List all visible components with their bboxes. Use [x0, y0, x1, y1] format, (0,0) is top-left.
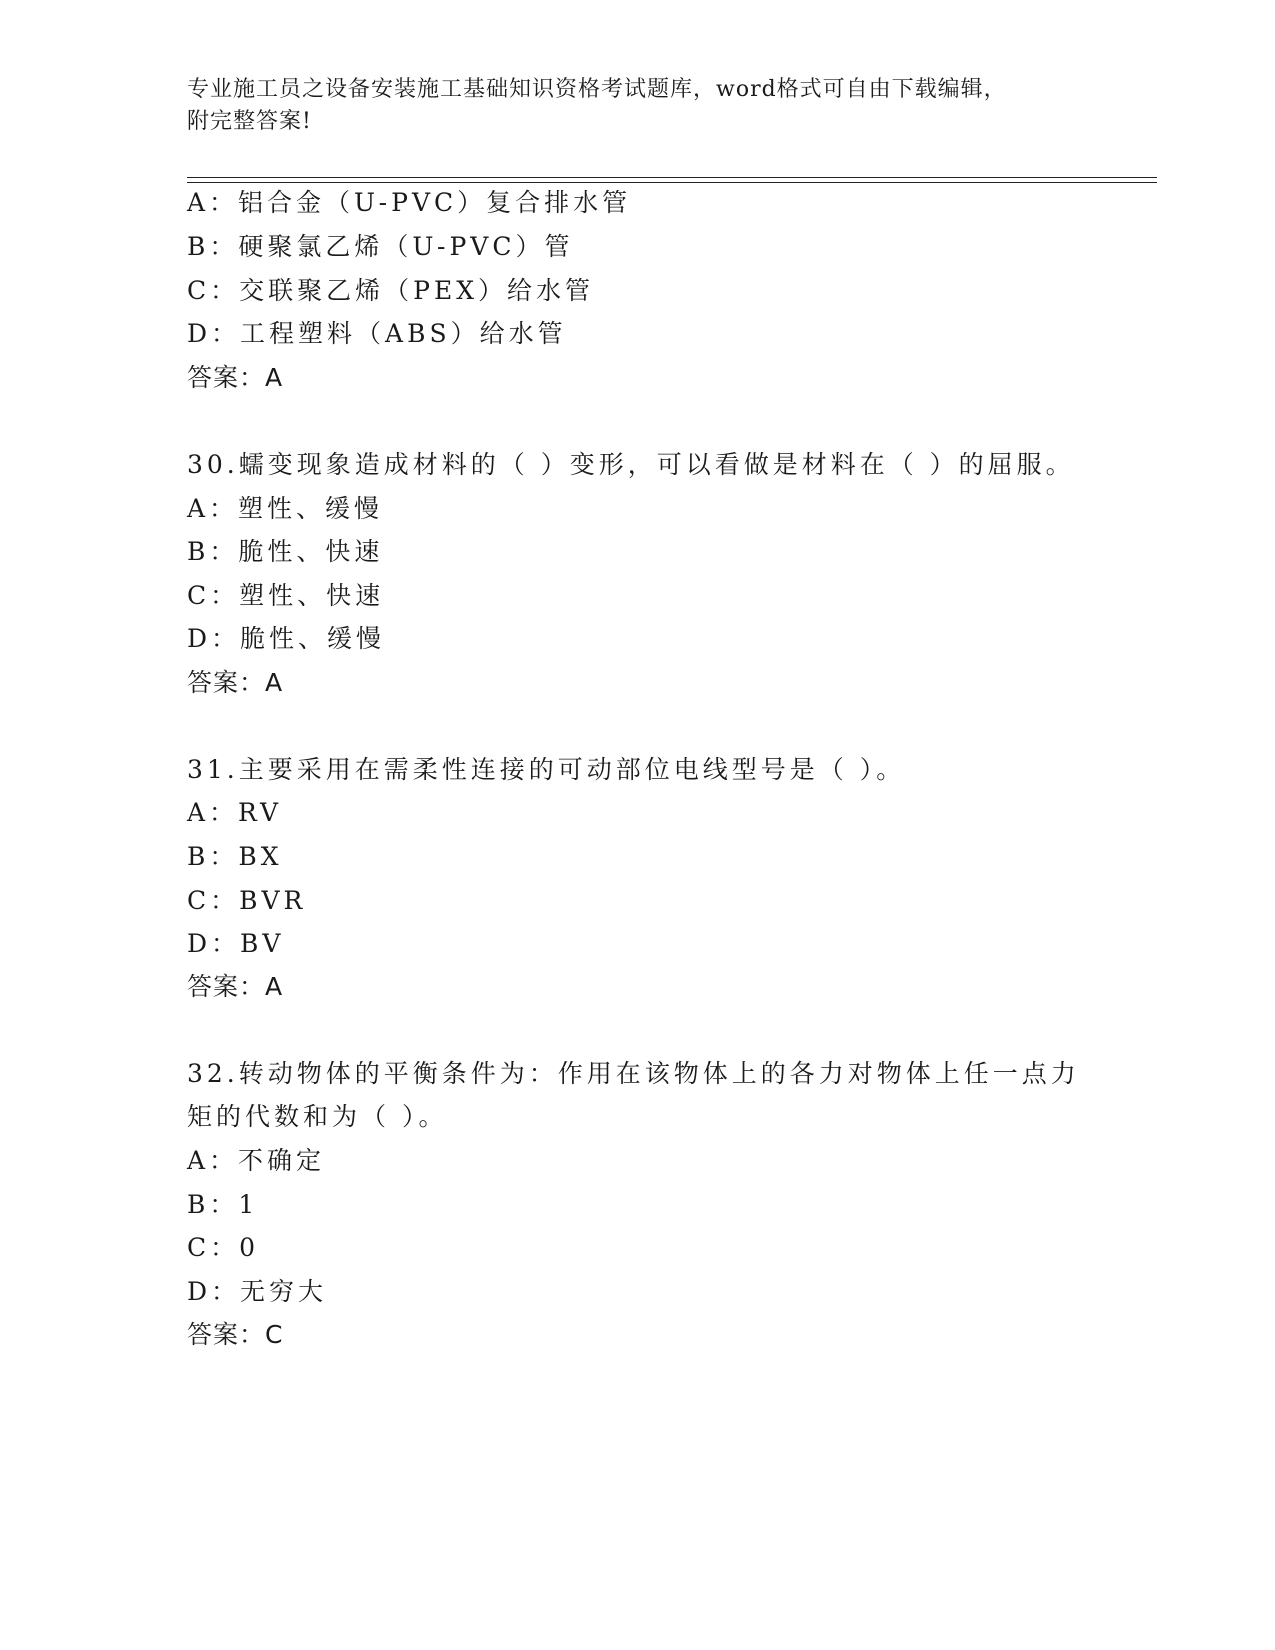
q29-answer: 答案：A: [187, 363, 284, 392]
q30-option-b: B：脆性、快速: [187, 537, 384, 566]
document-header: [187, 74, 1087, 138]
header-divider-top: [187, 177, 1157, 178]
q32-stem-line-1: 32.转动物体的平衡条件为：作用在该物体上的各力对物体上任一点力: [187, 1059, 1080, 1088]
q31-option-d: D：BV: [187, 929, 285, 958]
q30-option-a: A：塑性、缓慢: [187, 494, 384, 523]
q29-option-c: C：交联聚乙烯（PEX）给水管: [187, 276, 594, 305]
q31-answer: 答案：A: [187, 972, 284, 1001]
q32-option-a: A：不确定: [187, 1146, 326, 1175]
q31-option-a: A：RV: [187, 798, 283, 827]
q30-option-d: D：脆性、缓慢: [187, 624, 386, 653]
header-line-1: 专业施工员之设备安装施工基础知识资格考试题库，word格式可自由下载编辑，: [187, 77, 1007, 102]
q32-option-b: B：1: [187, 1190, 259, 1219]
q29-option-d: D：工程塑料（ABS）给水管: [187, 319, 567, 348]
q31-option-c: C：BVR: [187, 886, 307, 915]
header-line-2: 附完整答案!: [187, 109, 312, 134]
q30-stem: 30.蠕变现象造成材料的（ ）变形，可以看做是材料在（ ）的屈服。: [187, 450, 1075, 479]
q32-answer: 答案：C: [187, 1320, 284, 1349]
q32-option-c: C：0: [187, 1233, 260, 1262]
q29-option-a: A：铝合金（U-PVC）复合排水管: [187, 188, 632, 217]
q29-option-b: B：硬聚氯乙烯（U-PVC）管: [187, 232, 574, 261]
q30-answer: 答案：A: [187, 668, 284, 697]
q31-option-b: B：BX: [187, 842, 283, 871]
q31-stem: 31.主要采用在需柔性连接的可动部位电线型号是（ ）。: [187, 755, 906, 784]
q32-option-d: D：无穷大: [187, 1277, 328, 1306]
header-divider-bottom: [187, 182, 1157, 183]
document-page: [187, 0, 1157, 1650]
q30-option-c: C：塑性、快速: [187, 581, 385, 610]
q32-stem-line-2: 矩的代数和为（ ）。: [187, 1102, 448, 1131]
